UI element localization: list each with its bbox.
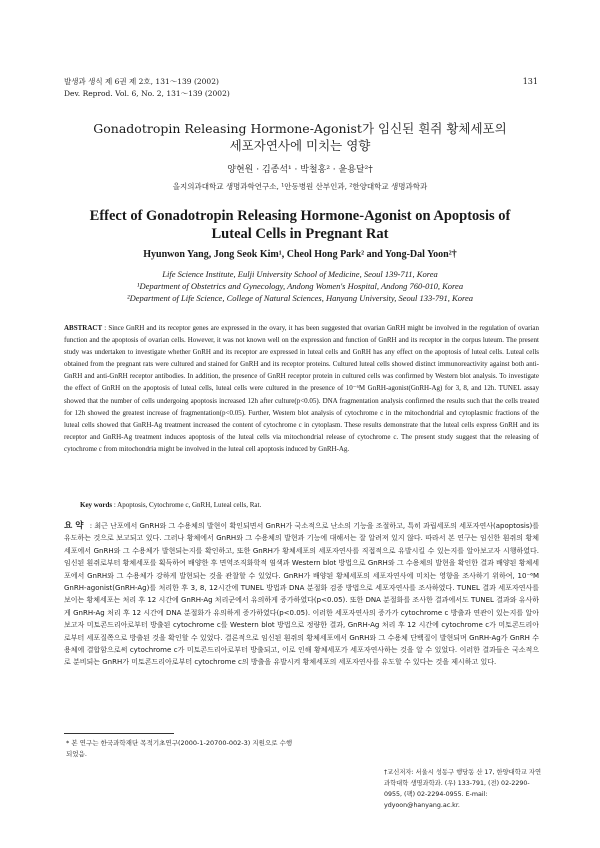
keywords	[80, 501, 261, 509]
footnote-divider	[64, 733, 174, 734]
korean-abstract	[64, 520, 539, 669]
korean-abstract-label: 요 약	[64, 521, 84, 531]
keywords-label: Key words	[80, 501, 113, 509]
korean-affiliation: 을지의과대학교 생명과학연구소, ¹안동병원 산부인과, ²한양대학교 생명과학과	[172, 182, 428, 191]
english-affiliation-3: ²Department of Life Science, College of Natural Sciences, Hanyang University, Seoul 133-791, Korea	[127, 293, 473, 303]
abstract-label: ABSTRACT	[64, 324, 103, 332]
english-authors: Hyunwon Yang, Jong Seok Kim¹, Cheol Hong Park² and Yong-Dal Yoon²†	[143, 249, 457, 260]
abstract-text: : Since GnRH and its receptor genes are expressed in the ovary, it has been suggested that ovarian GnRH might be involved in the regulation of ovarian function and the apoptosis of ovarian cells. However, it was not known well on the expression and function of GnRH and its receptor in the corpus luteum. The present study was undertaken to investigate whether GnRH and its receptor are expressed in luteal cells and GnRH has any effect on the apoptosis of luteal cells. Luteal cells obtained from the pregnant rats were cultured and stained for GnRH and its receptor proteins. Cultured luteal cells showed distinct immunoreactivity against both anti-GnRH and anti-GnRH receptor antibodies. In addition, the presence of GnRH receptor protein in cultured cells was confirmed by Western blot analysis. To investigate the effect of GnRH on the apoptosis of luteal cells, luteal cells were cultured in the presence of 10⁻⁶M GnRH-agonist(GnRH-Ag) for 3, 8, and 12h. TUNEL assay showed that the number of cells undergoing apoptosis increased 12h after culture(p<0.05). DNA fragmentation analysis confirmed the results such that the cells treated for 12h showed the greatest increase of fragmentation(p<0.05). Further, Western blot analysis of cytochrome c in the mitochondrial and cytoplasmic fractions of the luteal cells showed that GnRH-Ag treatment increased the content of cytochrome c in cytoplasm. These results demonstrate that the luteal cells express GnRH and its receptor and GnRH-Ag treatment induces apoptosis of the luteal cells via mitochondrial release of cytochrome c. The present study suggest that the releasing of cytochrome c from mitochondria might be involved in the luteal cell apoptosis induced by GnRH-Ag.	[64, 324, 539, 453]
english-abstract	[64, 322, 539, 455]
english-title-line-2: Luteal Cells in Pregnant Rat	[211, 226, 389, 242]
journal-line-english: Dev. Reprod. Vol. 6, No. 2, 131～139 (2002)	[64, 89, 230, 98]
keywords-text: : Apoptosis, Cytochrome c, GnRH, Luteal cells, Rat.	[113, 501, 262, 509]
corresponding-author-footnote: †교신저자: 서울시 성동구 행당동 산 17, 한양대학교 자연과학대학 생명과학과. (우) 133-791, (전) 02-2290-0955, (팩) 02-2294-0955. E-mail: ydyoon@hanyang.ac.kr.	[384, 769, 542, 809]
english-affiliation-2: ¹Department of Obstetrics and Gynecology, Andong Women's Hospital, Andong 760-010, Korea	[136, 281, 464, 291]
korean-title-line-2: 세포자연사에 미치는 영향	[229, 138, 371, 153]
korean-abstract-text: : 최근 난포에서 GnRH와 그 수용체의 발현이 확인되면서 GnRH가 국소적으로 난소의 기능을 조절하고, 특히 과립세포의 세포자연사(apoptosis)를 유도하는 것으로 보고되고 있다. 그러나 황체에서 GnRH와 그 수용체의 발현과 기능에 대해서는 잘 알려져 있지 않다. 따라서 본 연구는 임신한 흰쥐의 황체세포에서 GnRH와 그 수용체가 발현되는지를 확인하고, 또한 GnRH가 황체세포의 세포자연사를 직접적으로 유발시킬 수 있는지를 알아보고자 시행하였다. 임신된 흰쥐로부터 황체세포를 획득하여 배양한 후 면역조직화학적 염색과 Western blot 방법으로 GnRH와 그 수용체의 발현을 확인한 결과 배양된 황체세포에서 GnRH와 그 수용체가 강하게 발현되는 것을 관찰할 수 있었다. GnRH가 배양된 황체세포의 세포자연사에 미치는 영향을 조사하기 위하여, 10⁻⁶M GnRH-agonist(GnRH-Ag)를 처리한 후 3, 8, 12시간에 TUNEL 방법과 DNA 분절화 검증 방법으로 세포자연사를 조사하였다. TUNEL 결과 세포자연사를 보이는 황체세포는 처리 후 12 시간에 GnRH-Ag 처리군에서 유의하게 증가하였다(p<0.05). 또한 DNA 분절화를 조사한 결과에서도 TUNEL 결과와 유사하게 GnRH-Ag 처리 후 12 시간에 DNA 분절화가 유의하게 증가하였다(p<0.05). 이러한 세포자연사의 증가가 cytochrome c 방출과 연관이 있는지를 알아보고자 미토콘드리아로부터 방출된 cytochrome c를 Western blot 방법으로 정량한 결과, GnRH-Ag 처리 후 12 시간에 cytochrome c가 미토콘드리아로부터 세포질쪽으로 방출된 것을 확인할 수 있었다. 결론적으로 임신된 흰쥐의 황체세포에서 GnRH와 그 수용체 단백질이 발현되며 GnRH-Ag가 GnRH 수용체에 결합함으로써 cytochrome c가 미토콘드리아로부터 방출되고, 이로 인해 황체세포가 세포자연사하는 것을 알 수 있었다. 이러한 결과들은 국소적으로 분비되는 GnRH가 미토콘드리아로부터 cytochrome c의 방출을 유발시켜 황체세포의 세포자연사를 유도할 수 있다는 것을 제시하고 있다.	[64, 522, 539, 667]
journal-header	[64, 76, 230, 100]
journal-line-korean: 발생과 생식 제 6권 제 2호, 131～139 (2002)	[64, 77, 219, 86]
funding-footnote: * 본 연구는 한국과학재단 목적기초연구(2000-1-20700-002-3) 지원으로 수행되었음.	[66, 739, 293, 758]
korean-title-line-1: Gonadotropin Releasing Hormone-Agonist가 임신된 흰쥐 황체세포의	[93, 121, 507, 136]
page-number: 131	[522, 77, 538, 86]
english-affiliation-1: Life Science Institute, Eulji University School of Medicine, Seoul 139-711, Korea	[162, 269, 438, 279]
english-title-line-1: Effect of Gonadotropin Releasing Hormone-Agonist on Apoptosis of	[89, 208, 511, 224]
korean-authors: 양현원 · 김종석¹ · 박철홍² · 윤용달²†	[227, 165, 373, 175]
